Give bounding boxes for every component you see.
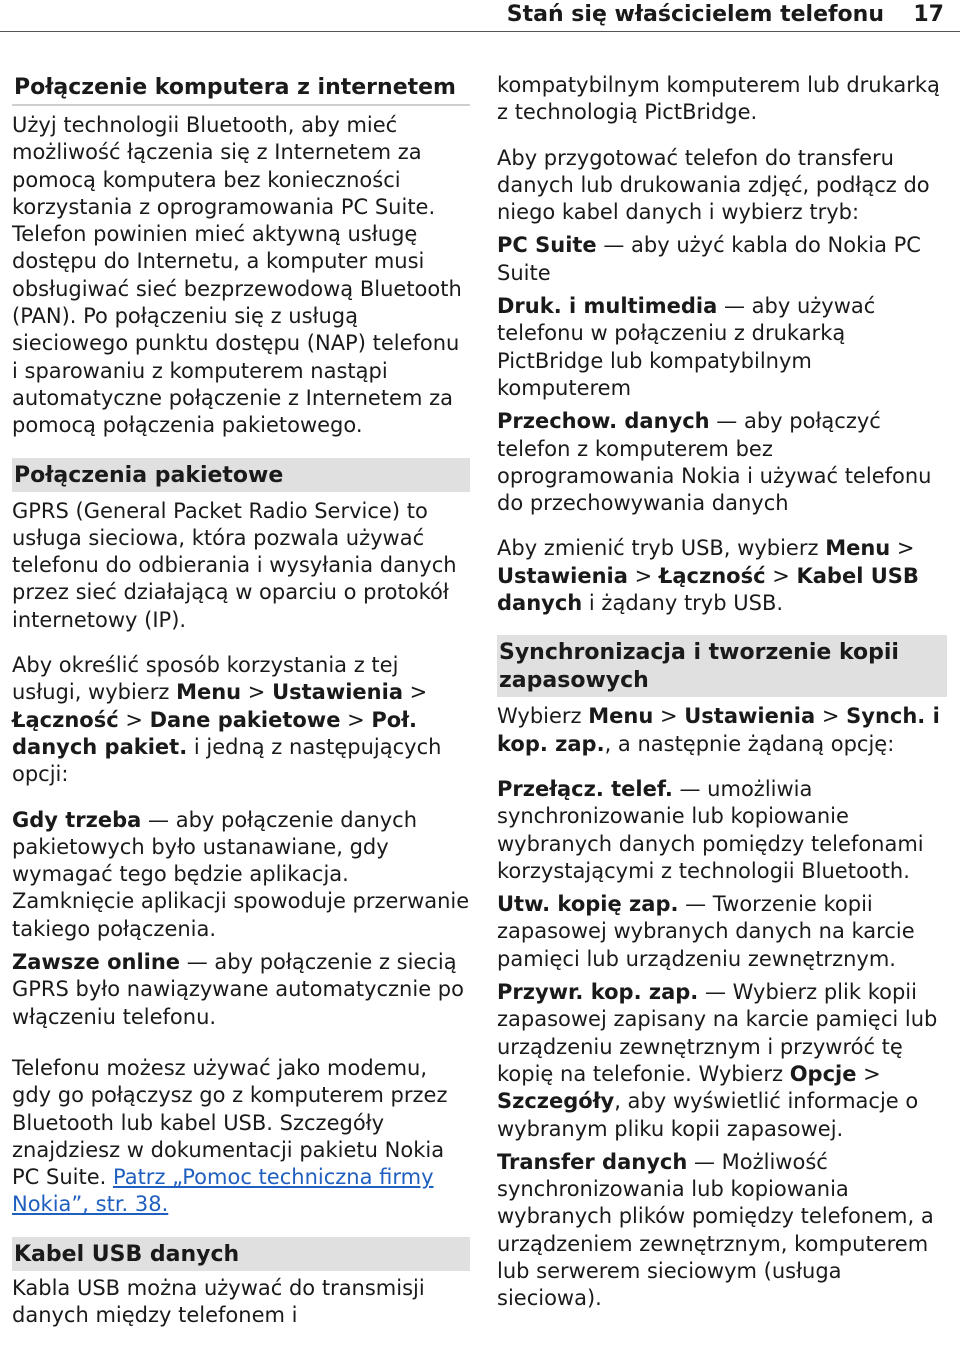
- menu-path-usb-cable: Kabel USB danych: [497, 563, 919, 616]
- menu-path-settings: Ustawienia: [497, 563, 628, 588]
- separator: >: [890, 536, 915, 561]
- menu-path-menu: Menu: [825, 536, 891, 561]
- option-term: Przywr. kop. zap.: [497, 980, 699, 1005]
- left-column: [12, 70, 470, 1347]
- option-desc: — Tworzenie kopii zapasowej wybranych danych na karcie pamięci lub urządzeniu zewnętrznym.: [497, 892, 915, 971]
- header-title: Stań się właścicielem telefonu: [506, 2, 884, 27]
- page-header: [0, 0, 960, 32]
- menu-path-details: Szczegóły: [497, 1089, 615, 1114]
- text: Wybierz: [497, 704, 589, 729]
- mode-pc-suite: [497, 232, 947, 287]
- separator: >: [118, 707, 150, 732]
- header-divider: [0, 31, 960, 32]
- menu-path-menu: Menu: [176, 680, 242, 705]
- text: Telefonu możesz używać jako modemu, gdy go połączysz go z komputerem przez Bluetooth lub kabel USB. Szczegóły znajdziesz w dokumentacji pakietu Nokia PC Suite.: [12, 1055, 448, 1190]
- separator: >: [815, 704, 847, 729]
- section-title-sync-backup: Synchronizacja i tworzenie kopii zapasowych: [497, 635, 947, 697]
- menu-path-packet-data: Dane pakietowe: [149, 707, 341, 732]
- option-data-transfer: [497, 1149, 947, 1313]
- menu-path-options: Opcje: [789, 1061, 857, 1086]
- option-desc: — umożliwia synchronizowanie lub kopiowanie wybranych danych pomiędzy telefonami korzystającymi z technologii Bluetooth.: [497, 776, 924, 883]
- text: , a następnie żądaną opcję:: [604, 731, 895, 756]
- separator: >: [402, 680, 428, 705]
- menu-path-settings: Ustawienia: [684, 704, 816, 729]
- section-title-packet-data: Połączenia pakietowe: [12, 458, 470, 492]
- option-always-online: [12, 949, 470, 1031]
- separator: >: [653, 704, 685, 729]
- text: Aby określić sposób korzystania z tej usługi, wybierz: [12, 653, 399, 705]
- internet-paragraph: Użyj technologii Bluetooth, aby mieć możliwość łączenia się z Internetem za pomocą komputera bez konieczności korzystania z oprogramowania PC Suite. Telefon powinien mieć aktywną usługę dostępu do Internetu, a komputer musi obsługiwać sieć bezprzewodową Bluetooth (PAN). Po połączeniu się z usługą sieciowego punktu dostępu (NAP) telefonu i sparowaniu z komputerem nastąpi automatyczne połączenie z Internetem za pomocą połączenia pakietowego.: [12, 113, 462, 438]
- menu-path-menu: Menu: [588, 704, 654, 729]
- option-switch-phone: [497, 776, 947, 885]
- separator: >: [340, 707, 372, 732]
- option-desc: — aby połączenie danych pakietowych było ustanawiane, gdy wymagać tego będzie aplikacja. Zamknięcie aplikacji spowoduje przerwanie takiego połączenia.: [12, 807, 470, 941]
- mode-print-media: [497, 293, 947, 402]
- usb-mode-intro: Aby przygotować telefon do transferu danych lub drukowania zdjęć, podłącz do niego kabel danych i wybierz tryb:: [497, 145, 930, 225]
- menu-path-packet-conn: Poł. danych pakiet.: [12, 707, 417, 759]
- mode-term: Druk. i multimedia: [497, 294, 718, 319]
- section-title-internet: Połączenie komputera z internetem: [12, 70, 470, 106]
- option-create-backup: [497, 891, 947, 973]
- mode-desc: — aby połączyć telefon z komputerem bez oprogramowania Nokia i używać telefonu do przechowywania danych: [497, 409, 932, 516]
- mode-term: PC Suite: [497, 233, 597, 258]
- separator: >: [765, 563, 797, 588]
- right-column: [497, 72, 947, 1319]
- menu-path-settings: Ustawienia: [272, 680, 403, 705]
- menu-path-connectivity: Łączność: [658, 563, 766, 588]
- section-title-usb-cable: Kabel USB danych: [12, 1237, 470, 1271]
- gprs-paragraph: GPRS (General Packet Radio Service) to usługa sieciowa, która pozwala używać telefonu do odbierania i wysyłania danych przez sieć działającą w oparciu o protokół internetowy (IP).: [12, 498, 457, 632]
- support-link[interactable]: Patrz „Pomoc techniczna firmy Nokia”, str. 38.: [12, 1165, 434, 1217]
- mode-term: Przechow. danych: [497, 409, 710, 434]
- sync-intro-paragraph: [497, 703, 947, 758]
- separator: >: [856, 1061, 881, 1086]
- option-restore-backup: [497, 979, 947, 1143]
- option-desc: — Możliwość synchronizowania lub kopiowania wybranych plików pomiędzy telefonem, a urządzeniem zewnętrznym, komputerem lub serwerem sieciowym (usługa sieciowa).: [497, 1149, 934, 1311]
- mode-mass-storage: [497, 408, 947, 517]
- text: i jedną z następujących opcji:: [12, 734, 442, 787]
- mode-desc: — aby używać telefonu w połączeniu z drukarką PictBridge lub kompatybilnym komputerem: [497, 294, 876, 400]
- usb-continued-paragraph: kompatybilnym komputerem lub drukarką z technologią PictBridge.: [497, 73, 940, 125]
- option-term: Utw. kopię zap.: [497, 892, 679, 917]
- option-desc: — Wybierz plik kopii zapasowej zapisany na karcie pamięci lub urządzeniu zewnętrznym i przywróć tę kopię na telefonie. Wybierz: [497, 980, 938, 1086]
- option-term: Gdy trzeba: [12, 807, 142, 832]
- option-term: Przełącz. telef.: [497, 776, 673, 801]
- usb-paragraph: Kabla USB można używać do transmisji danych między telefonem i: [12, 1275, 425, 1327]
- mode-desc: — aby użyć kabla do Nokia PC Suite: [497, 233, 921, 285]
- text: i żądany tryb USB.: [582, 591, 784, 616]
- menu-path-sync-backup: Synch. i kop. zap.: [497, 704, 940, 756]
- option-term: Zawsze online: [12, 950, 181, 975]
- page-number: 17: [913, 2, 944, 27]
- option-when-needed: [12, 807, 470, 943]
- option-desc: — aby połączenie z siecią GPRS było nawiązywane automatycznie po włączeniu telefonu.: [12, 950, 464, 1029]
- separator: >: [627, 563, 659, 588]
- separator: >: [241, 680, 273, 705]
- menu-path-connectivity: Łączność: [12, 707, 119, 732]
- text: Aby zmienić tryb USB, wybierz: [497, 536, 826, 561]
- option-term: Transfer danych: [497, 1149, 688, 1174]
- usb-change-paragraph: [497, 535, 947, 617]
- option-desc: , aby wyświetlić informacje o wybranym pliku kopii zapasowej.: [497, 1089, 919, 1141]
- modem-paragraph: [12, 1055, 470, 1219]
- packet-settings-paragraph: [12, 652, 470, 788]
